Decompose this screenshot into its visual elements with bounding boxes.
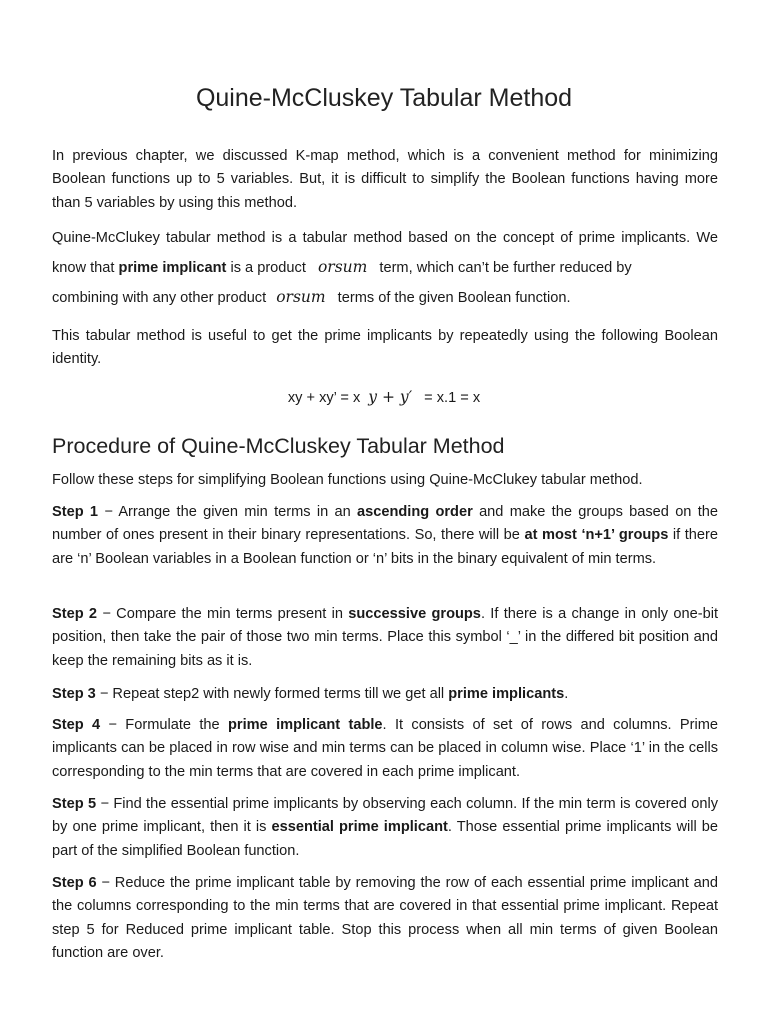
intro-paragraph-2: Quine-McClukey tabular method is a tabular method based on the concept of prime implicants. We know that prime implicant is a product orsum term, which can’t be further reduced by combining with any other product orsum terms of the given Boolean function.	[52, 230, 718, 306]
step-2: Step 2 − Compare the min terms present in successive groups. If there is a change in only one-bit position, then take the pair of those two min terms. Place this symbol ‘_’ in the differed bit position and keep the remaining bits as it is.	[52, 606, 719, 669]
procedure-intro: Follow these steps for simplifying Boolean functions using Quine-McClukey tabular method.	[52, 472, 643, 488]
step-4-label: Step 4	[52, 717, 101, 733]
step-3: Step 3 − Repeat step2 with newly formed terms till we get all prime implicants.	[52, 686, 569, 702]
prime-implicant-term: prime implicant	[118, 260, 227, 276]
math-orsum-2: orsum	[276, 288, 326, 306]
math-y-plus-y-prime: y + y′	[368, 388, 413, 406]
step-4: Step 4 − Formulate the prime implicant table. It consists of set of rows and columns. Prime implicants can be placed in row wise and min terms can be placed in column wise. Place ‘1’ in the cells corresponding to the min terms that are covered in each prime implicant.	[52, 717, 718, 780]
intro-paragraph-1: In previous chapter, we discussed K-map method, which is a convenient method for minimizing Boolean functions up to 5 variables. But, it is difficult to simplify the Boolean functions having more than 5 variables by using this method.	[52, 148, 718, 211]
step-1-label: Step 1	[52, 504, 99, 520]
step-5-label: Step 5	[52, 796, 97, 812]
intro-paragraph-3: This tabular method is useful to get the prime implicants by repeatedly using the following Boolean identity.	[52, 328, 718, 368]
page-title: Quine-McCluskey Tabular Method	[195, 84, 573, 112]
step-5: Step 5 − Find the essential prime implicants by observing each column. If the min term is covered only by one prime implicant, then it is essential prime implicant. Those essential prime implicants will be part of the simplified Boolean function.	[52, 796, 718, 859]
math-orsum-1: orsum	[317, 258, 368, 276]
step-6-label: Step 6	[52, 875, 97, 891]
step-1: Step 1 − Arrange the given min terms in an ascending order and make the groups based on the number of ones present in their binary representations. So, there will be at most ‘n+1’ groups if there are ‘n’ Boolean variables in a Boolean function or ‘n’ bits in the binary equivalent of min terms.	[52, 504, 719, 567]
step-3-label: Step 3	[52, 686, 96, 702]
procedure-heading: Procedure of Quine-McCluskey Tabular Method	[52, 434, 505, 458]
boolean-identity-equation: xy + xy’ = x y + y′ = x.1 = x	[287, 388, 481, 406]
step-6: Step 6 − Reduce the prime implicant table by removing the row of each essential prime implicant and the columns corresponding to the min terms that are covered in that essential prime implicant. Repeat step 5 for Reduced prime implicant table. Stop this process when all min terms of given Boolean function are over.	[52, 875, 718, 961]
step-2-label: Step 2	[52, 606, 98, 622]
